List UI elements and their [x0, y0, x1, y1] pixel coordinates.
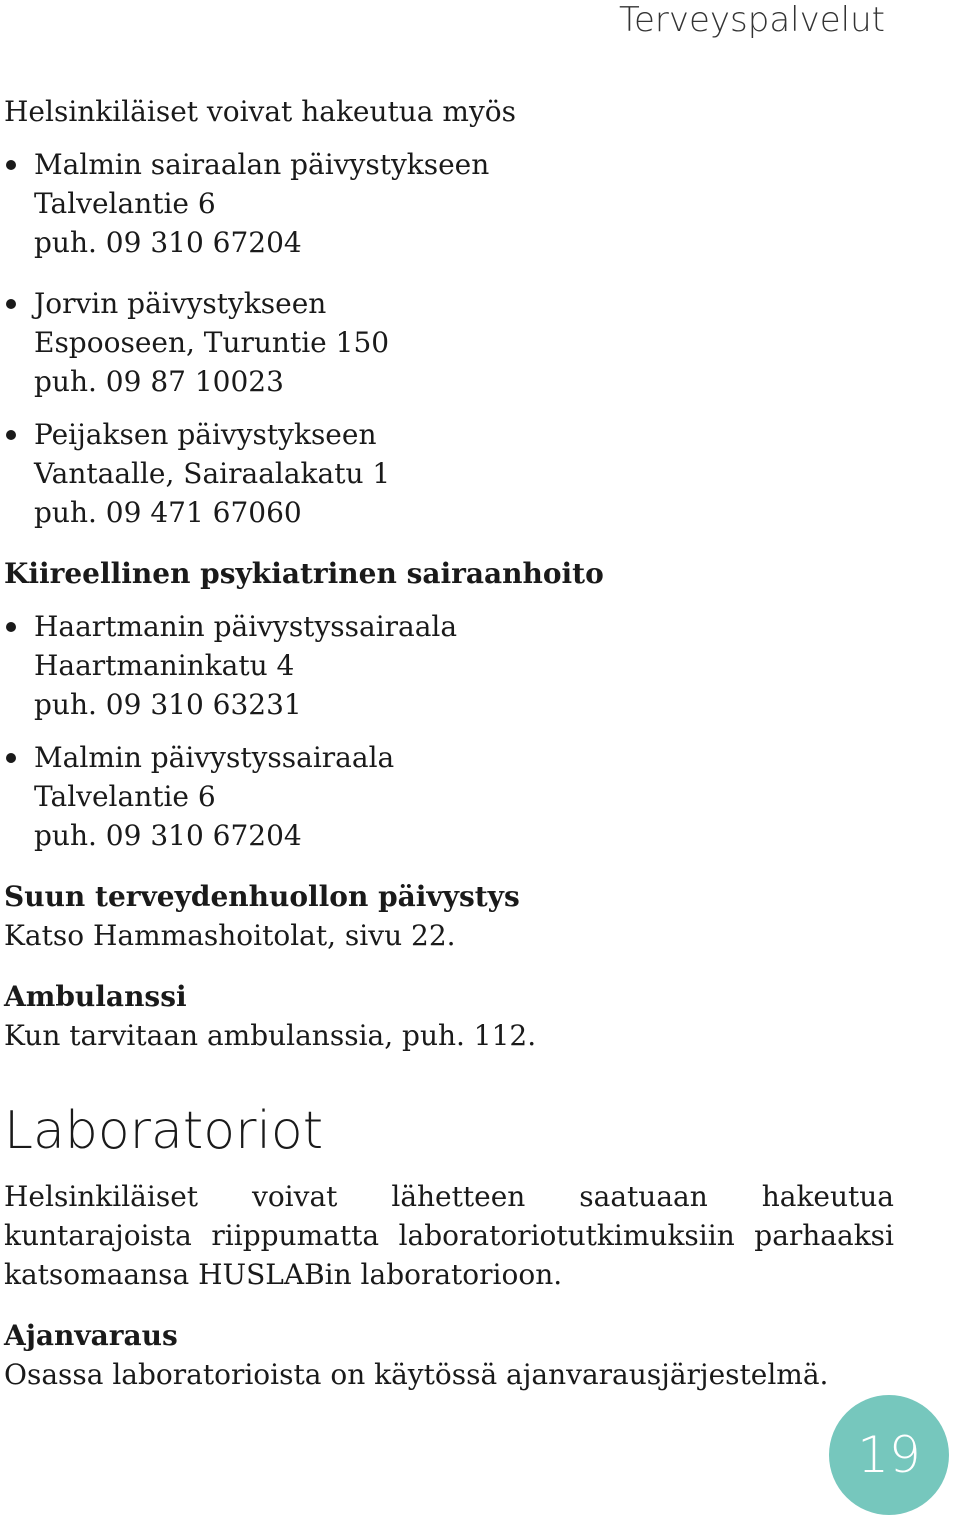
list-item-address: Espooseen, Turuntie 150: [34, 326, 390, 359]
list-item-name: Malmin sairaalan päivystykseen: [34, 148, 490, 181]
list-item-address: Haartmaninkatu 4: [34, 649, 295, 682]
booking-text: Osassa laboratorioista on käytössä ajanvarausjärjestelmä.: [4, 1358, 829, 1391]
emergency-list: [4, 145, 894, 532]
list-item-name: Jorvin päivystykseen: [34, 287, 327, 320]
page-content: [4, 92, 894, 1394]
list-item: [4, 738, 894, 855]
laboratories-text: Helsinkiläiset voivat lähetteen saatuaan hakeutua kuntarajoista riippumatta laboratoriotutkimuksiin parhaaksi katsomaansa HUSLABin laboratorioon.: [4, 1180, 894, 1291]
ambulance-text: Kun tarvitaan ambulanssia, puh. 112.: [4, 1019, 537, 1052]
list-item-phone: puh. 09 310 67204: [34, 226, 302, 259]
list-item: [4, 284, 894, 401]
list-item-name: Malmin päivystyssairaala: [34, 741, 395, 774]
list-item-address: Vantaalle, Sairaalakatu 1: [34, 457, 391, 490]
psychiatric-heading: Kiireellinen psykiatrinen sairaanhoito: [4, 557, 604, 590]
list-item: [4, 415, 894, 532]
dental-heading: Suun terveydenhuollon päivystys: [4, 880, 520, 913]
emergency-intro: Helsinkiläiset voivat hakeutua myös: [4, 95, 516, 128]
list-item-name: Peijaksen päivystykseen: [34, 418, 377, 451]
section-title: Terveyspalvelut: [619, 0, 885, 40]
psychiatric-list: [4, 607, 894, 855]
list-item-phone: puh. 09 310 67204: [34, 819, 302, 852]
dental-text: Katso Hammashoitolat, sivu 22.: [4, 919, 456, 952]
list-item: [4, 607, 894, 724]
list-item-phone: puh. 09 471 67060: [34, 496, 302, 529]
list-item-address: Talvelantie 6: [34, 780, 216, 813]
list-item-phone: puh. 09 87 10023: [34, 365, 284, 398]
bullet-icon: [6, 299, 16, 309]
laboratories-title: Laboratoriot: [4, 1101, 324, 1161]
ambulance-heading: Ambulanssi: [4, 980, 187, 1013]
list-item-address: Talvelantie 6: [34, 187, 216, 220]
booking-heading: Ajanvaraus: [4, 1319, 178, 1352]
list-item: [4, 145, 894, 262]
bullet-icon: [6, 622, 16, 632]
bullet-icon: [6, 753, 16, 763]
bullet-icon: [6, 160, 16, 170]
page-number-badge: [829, 1395, 949, 1515]
list-item-name: Haartmanin päivystyssairaala: [34, 610, 458, 643]
bullet-icon: [6, 430, 16, 440]
page-number: 19: [857, 1426, 921, 1484]
list-item-phone: puh. 09 310 63231: [34, 688, 302, 721]
